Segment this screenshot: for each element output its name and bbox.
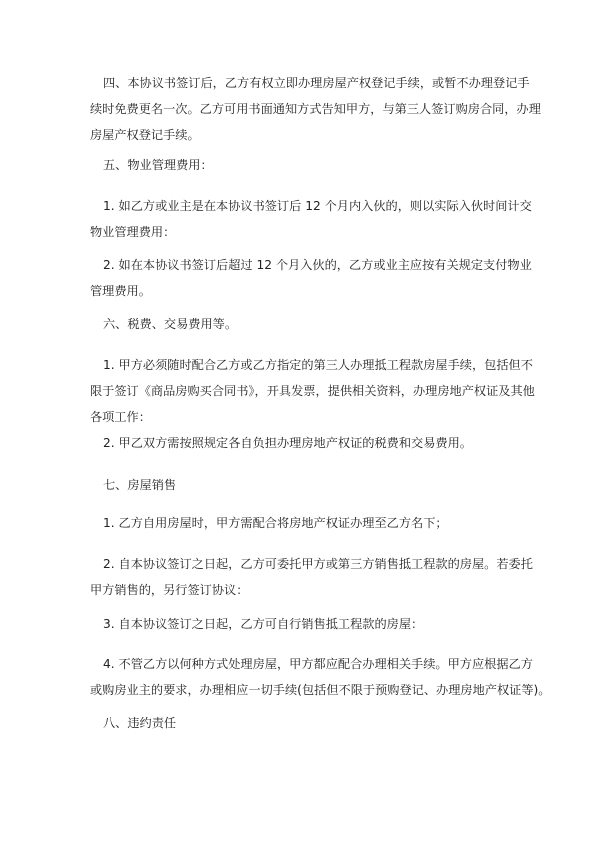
paragraph-line: 限于签订《商品房购买合同书》，开具发票，提供相关资料，办理房地产权证及其他 — [90, 384, 535, 398]
paragraph-line: 续时免费更名一次。乙方可用书面通知方式告知甲方，与第三人签订购房合同，办理 — [90, 102, 541, 116]
paragraph-clause-7-3 — [90, 611, 530, 637]
paragraph-clause-6-1 — [90, 352, 535, 430]
paragraph-line: 4. 不管乙方以何种方式处理房屋，甲方都应配合办理相关手续。甲方应根据乙方 — [103, 657, 533, 671]
paragraph-clause-7-1 — [90, 510, 530, 536]
paragraph-clause-6-2 — [90, 430, 530, 456]
paragraph-line: 1. 甲方必须随时配合乙方或乙方指定的第三人办理抵工程款房屋手续，包括但不 — [103, 358, 533, 372]
paragraph-clause-7-4 — [90, 651, 551, 703]
section-heading: 五、物业管理费用： — [103, 158, 213, 172]
paragraph-line: 房屋产权登记手续。 — [90, 128, 200, 142]
paragraph-line: 各项工作： — [90, 410, 151, 424]
paragraph-line: 或购房业主的要求，办理相应一切手续(包括但不限于预购登记、办理房地产权证等)。 — [90, 683, 551, 697]
paragraph-line: 管理费用。 — [90, 284, 151, 298]
paragraph-line: 甲方销售的，另行签订协议： — [90, 583, 249, 597]
paragraph-line: 3. 自本协议签订之日起，乙方可自行销售抵工程款的房屋： — [103, 617, 424, 631]
paragraph-line: 2. 甲乙双方需按照规定各自负担办理房地产权证的税费和交易费用。 — [103, 436, 472, 450]
paragraph-line: 2. 自本协议签订之日起，乙方可委托甲方或第三方销售抵工程款的房屋。若委托 — [103, 557, 533, 571]
paragraph-line: 1. 如乙方或业主是在本协议书签订后 12 个月内入伙的，则以实际入伙时间计交 — [103, 199, 532, 213]
paragraph-clause-4 — [90, 70, 541, 148]
section-heading: 六、税费、交易费用等。 — [103, 317, 238, 331]
section-heading: 七、房屋销售 — [103, 478, 177, 492]
paragraph-line: 2. 如在本协议书签订后超过 12 个月入伙的，乙方或业主应按有关规定支付物业 — [103, 258, 532, 272]
paragraph-clause-5-2 — [90, 252, 530, 304]
heading-clause-5 — [90, 152, 530, 178]
paragraph-clause-5-1 — [90, 193, 530, 245]
heading-clause-8 — [90, 710, 530, 736]
paragraph-line: 物业管理费用： — [90, 225, 176, 239]
paragraph-clause-7-2 — [90, 551, 533, 603]
heading-clause-7 — [90, 472, 530, 498]
paragraph-line: 四、本协议书签订后，乙方有权立即办理房屋产权登记手续，或暂不办理登记手 — [103, 76, 530, 90]
section-heading: 八、违约责任 — [103, 716, 177, 730]
paragraph-line: 1. 乙方自用房屋时，甲方需配合将房地产权证办理至乙方名下； — [103, 516, 448, 530]
heading-clause-6 — [90, 311, 530, 337]
